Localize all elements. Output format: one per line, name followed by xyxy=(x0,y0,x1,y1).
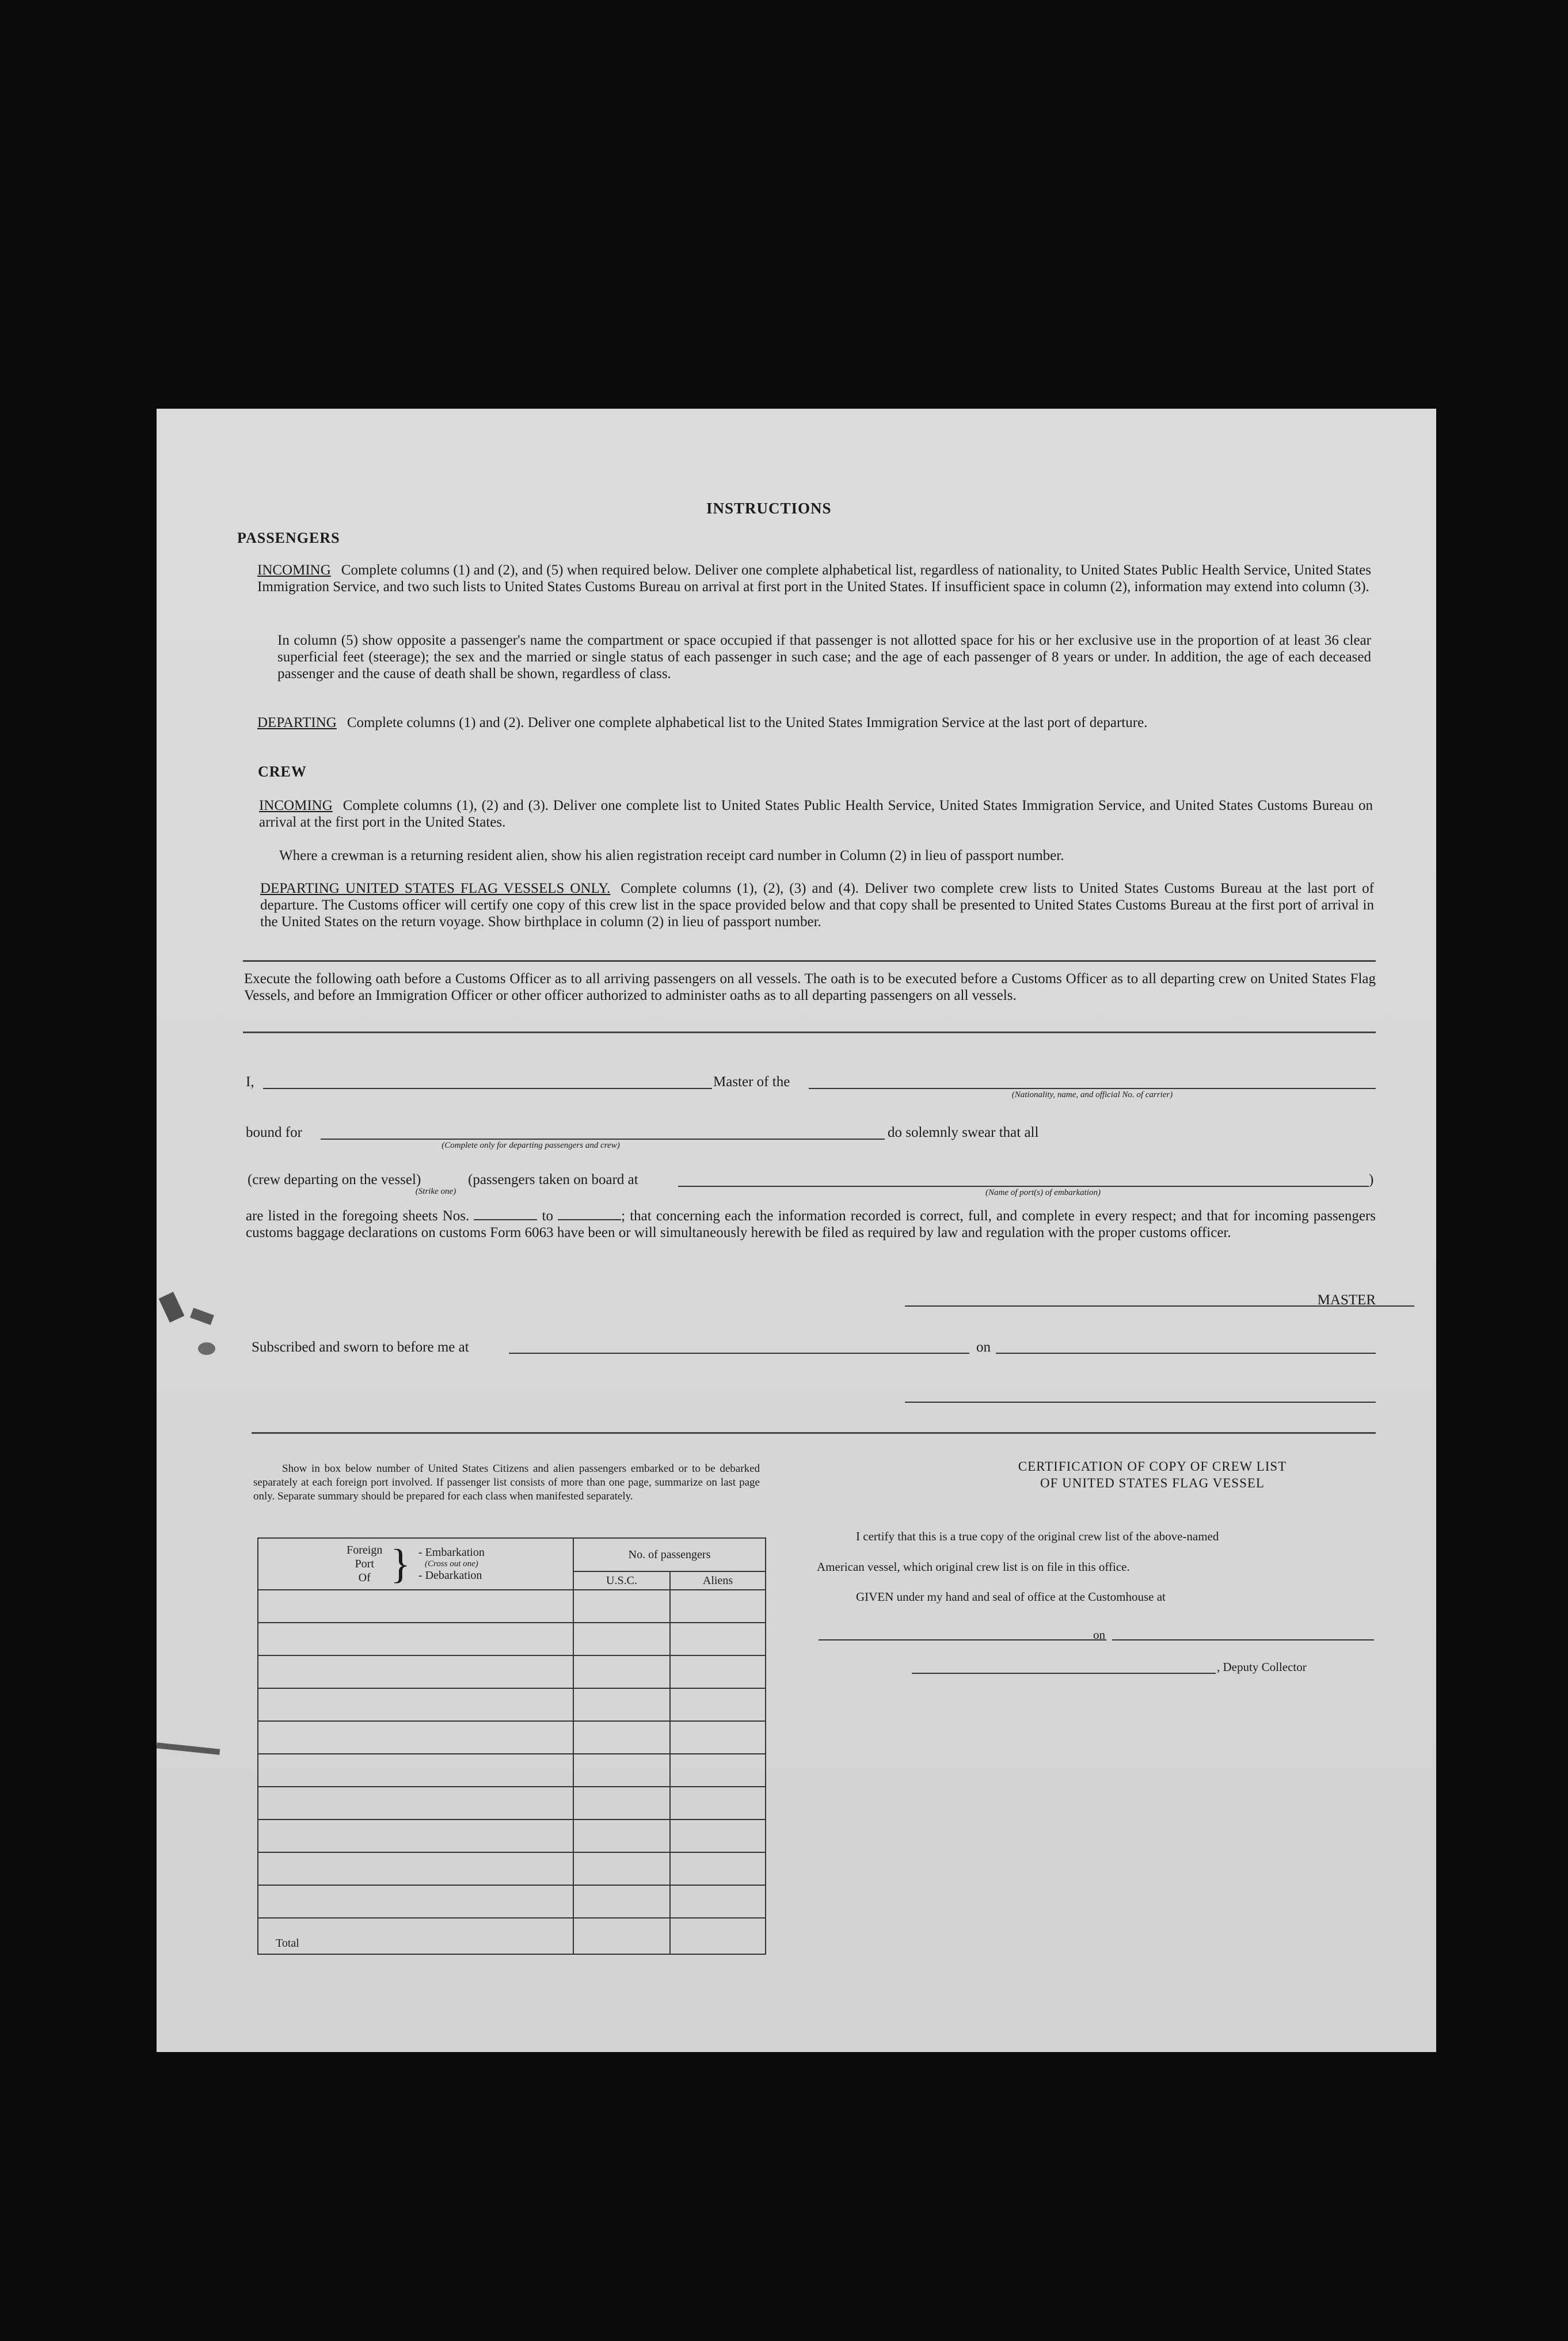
certification-title xyxy=(922,1458,1383,1491)
brace-glyph: } xyxy=(390,1541,410,1587)
port-label: Port xyxy=(355,1558,374,1570)
ink-stain xyxy=(198,1342,215,1355)
no-of-passengers-header: No. of passengers xyxy=(573,1538,766,1571)
departing-text: Complete columns (1) and (2). Deliver one complete alphabetical list to the United States Immigration Service at the last port of departure. xyxy=(347,715,1148,730)
debarkation-label: - Debarkation xyxy=(418,1569,482,1582)
foreign-label: Foreign xyxy=(347,1544,383,1556)
certification-title-line-2: OF UNITED STATES FLAG VESSEL xyxy=(1040,1476,1265,1490)
aliens-cell[interactable] xyxy=(670,1819,766,1852)
given-text: GIVEN under my hand and seal of office at the Customhouse at xyxy=(856,1590,1166,1604)
deputy-collector-signature[interactable] xyxy=(912,1673,1216,1674)
sheet-from-field[interactable] xyxy=(474,1209,537,1220)
strike-one-caption: (Strike one) xyxy=(415,1187,456,1196)
total-label: Total xyxy=(258,1918,573,1954)
subscribed-place-field[interactable] xyxy=(509,1353,969,1354)
flag-vessels-label: DEPARTING UNITED STATES FLAG VESSELS ONLY. xyxy=(260,881,611,896)
passengers-heading: PASSENGERS xyxy=(237,530,340,546)
bound-for-label: bound for xyxy=(246,1125,302,1140)
port-cell[interactable] xyxy=(258,1819,573,1852)
aliens-cell[interactable] xyxy=(670,1590,766,1623)
officer-signature-line[interactable] xyxy=(905,1402,1376,1403)
passengers-incoming-paragraph xyxy=(257,562,1371,595)
master-name-field[interactable] xyxy=(263,1088,712,1089)
port-cell[interactable] xyxy=(258,1623,573,1655)
crew-incoming-text: Complete columns (1), (2) and (3). Deliver one complete list to United States Public Health Service, United States Immigration Service, and United States Customs Bureau on arrival at the first port in the United States. xyxy=(259,798,1373,830)
usc-cell[interactable] xyxy=(573,1721,670,1754)
subscribed-date-field[interactable] xyxy=(996,1353,1376,1354)
subscribed-on-label: on xyxy=(976,1339,991,1355)
listed-paragraph xyxy=(246,1208,1376,1241)
usc-header: U.S.C. xyxy=(573,1571,670,1590)
incoming-label: INCOMING xyxy=(257,562,331,578)
form-page xyxy=(157,409,1436,2052)
do-swear-text: do solemnly swear that all xyxy=(888,1125,1039,1140)
ink-stain xyxy=(190,1308,214,1325)
aliens-cell[interactable] xyxy=(670,1623,766,1655)
port-cell[interactable] xyxy=(258,1721,573,1754)
cert-date-field[interactable] xyxy=(1112,1639,1374,1640)
embarkation-label: - Embarkation xyxy=(418,1546,485,1559)
divider xyxy=(252,1432,1376,1434)
port-caption: (Name of port(s) of embarkation) xyxy=(985,1188,1101,1197)
table-row xyxy=(258,1787,766,1819)
deputy-collector-label: , Deputy Collector xyxy=(1217,1660,1307,1674)
flag-vessels-text: Complete columns (1), (2), (3) and (4). Deliver two complete crew lists to United States Customs Bureau at the last port of departure. The Customs officer will certify one copy of this crew list in the space provided below and that copy shall be presented to United States Customs Bureau at the first port of arrival in the United States on the return voyage. Show birthplace in column (2) in lieu of passport number. xyxy=(260,881,1374,930)
passengers-taken-option: (passengers taken on board at xyxy=(468,1172,638,1187)
aliens-cell[interactable] xyxy=(670,1655,766,1688)
of-label: Of xyxy=(358,1571,371,1584)
sheet-to-field[interactable] xyxy=(558,1209,621,1220)
usc-cell[interactable] xyxy=(573,1754,670,1787)
flag-vessels-paragraph xyxy=(260,880,1374,930)
table-row xyxy=(258,1819,766,1852)
embarkation-port-field[interactable] xyxy=(678,1186,1369,1187)
usc-cell[interactable] xyxy=(573,1787,670,1819)
oath-i: I, xyxy=(246,1074,254,1090)
aliens-cell[interactable] xyxy=(670,1688,766,1721)
instructions-title: INSTRUCTIONS xyxy=(706,500,832,517)
customhouse-field[interactable] xyxy=(819,1639,1106,1640)
usc-cell[interactable] xyxy=(573,1885,670,1918)
bound-for-caption: (Complete only for departing passengers and crew) xyxy=(442,1141,620,1150)
cross-out-caption: (Cross out one) xyxy=(425,1559,478,1569)
master-label: MASTER xyxy=(1317,1292,1376,1308)
table-row xyxy=(258,1754,766,1787)
table-row xyxy=(258,1688,766,1721)
aliens-cell[interactable] xyxy=(670,1787,766,1819)
bound-for-field[interactable] xyxy=(321,1139,885,1140)
table-row xyxy=(258,1885,766,1918)
certification-title-line-1: CERTIFICATION OF COPY OF CREW LIST xyxy=(1018,1459,1287,1474)
aliens-cell[interactable] xyxy=(670,1721,766,1754)
usc-cell[interactable] xyxy=(573,1852,670,1885)
table-row xyxy=(258,1590,766,1623)
usc-cell[interactable] xyxy=(573,1819,670,1852)
aliens-header: Aliens xyxy=(670,1571,766,1590)
summary-intro: Show in box below number of United States Citizens and alien passengers embarked or to be debarked separately at each foreign port involved. If passenger list consists of more than one page, summarize on last page only. Separate summary should be prepared for each class when manifested separately. xyxy=(253,1463,760,1502)
aliens-total-cell[interactable] xyxy=(670,1918,766,1954)
total-row xyxy=(258,1918,766,1954)
passenger-summary-table xyxy=(257,1537,766,1955)
table-row xyxy=(258,1623,766,1655)
port-cell[interactable] xyxy=(258,1787,573,1819)
usc-cell[interactable] xyxy=(573,1590,670,1623)
aliens-cell[interactable] xyxy=(670,1754,766,1787)
port-cell[interactable] xyxy=(258,1655,573,1688)
departing-label: DEPARTING xyxy=(257,715,337,730)
usc-total-cell[interactable] xyxy=(573,1918,670,1954)
master-of-the-label: Master of the xyxy=(713,1074,790,1090)
listed-text-end: ; that concerning each the information recorded is correct, full, and complete in every respect; and that for incoming passengers customs baggage declarations on customs Form 6063 have been or will simultaneously herewith be filed as required by law and regulation with the proper customs officer. xyxy=(246,1208,1376,1240)
ink-stain xyxy=(159,1292,185,1323)
incoming-text: Complete columns (1) and (2), and (5) when required below. Deliver one complete alphabetical list, regardless of nationality, to United States Public Health Service, United States Immigration Service, and two such lists to United States Customs Bureau on arrival at first port in the United States. If insufficient space in column (2), information may extend into column (3). xyxy=(257,562,1371,595)
cert-on-label: on xyxy=(1093,1628,1105,1642)
table-row xyxy=(258,1721,766,1754)
certify-line-1: I certify that this is a true copy of the original crew list of the above-named xyxy=(856,1529,1219,1543)
oath-intro: Execute the following oath before a Customs Officer as to all arriving passengers on all vessels. The oath is to be executed before a Customs Officer as to all departing crew on United States Flag Vessels, and before an Immigration Officer or other officer authorized to administer oaths as to all departing passengers on all vessels. xyxy=(244,971,1376,1003)
aliens-cell[interactable] xyxy=(670,1852,766,1885)
crew-incoming-label: INCOMING xyxy=(259,798,333,813)
port-header-cell xyxy=(258,1538,573,1590)
listed-to: to xyxy=(542,1208,553,1224)
table-row xyxy=(258,1655,766,1688)
usc-cell[interactable] xyxy=(573,1655,670,1688)
port-cell[interactable] xyxy=(258,1590,573,1623)
close-paren: ) xyxy=(1369,1172,1374,1187)
port-cell[interactable] xyxy=(258,1885,573,1918)
port-cell[interactable] xyxy=(258,1852,573,1885)
subscribed-label: Subscribed and sworn to before me at xyxy=(252,1339,469,1355)
aliens-cell[interactable] xyxy=(670,1885,766,1918)
port-cell[interactable] xyxy=(258,1688,573,1721)
divider xyxy=(243,1031,1376,1033)
crew-resident-paragraph: Where a crewman is a returning resident alien, show his alien registration receipt card number in Column (2) in lieu of passport number. xyxy=(279,848,1064,863)
usc-cell[interactable] xyxy=(573,1688,670,1721)
passengers-departing-paragraph xyxy=(257,714,1371,731)
crew-heading: CREW xyxy=(258,763,307,780)
listed-text-start: are listed in the foregoing sheets Nos. xyxy=(246,1208,470,1224)
crew-incoming-paragraph xyxy=(259,797,1373,831)
carrier-field[interactable] xyxy=(809,1088,1376,1089)
carrier-caption: (Nationality, name, and official No. of carrier) xyxy=(1011,1090,1173,1099)
certify-line-2: American vessel, which original crew list is on file in this office. xyxy=(817,1560,1130,1574)
table-row xyxy=(258,1852,766,1885)
usc-cell[interactable] xyxy=(573,1623,670,1655)
ink-stain xyxy=(157,1742,220,1754)
column-five-paragraph: In column (5) show opposite a passenger's name the compartment or space occupied if that passenger is not allotted space for his or her exclusive use in the proportion of at least 36 clear superficial feet (steerage); the sex and the married or single status of each passenger in such case; and the age of each passenger of 8 years or under. In addition, the age of each deceased passenger and the cause of death shall be shown, regardless of class. xyxy=(277,633,1371,682)
crew-departing-option: (crew departing on the vessel) xyxy=(248,1172,421,1187)
divider xyxy=(243,960,1376,962)
port-cell[interactable] xyxy=(258,1754,573,1787)
